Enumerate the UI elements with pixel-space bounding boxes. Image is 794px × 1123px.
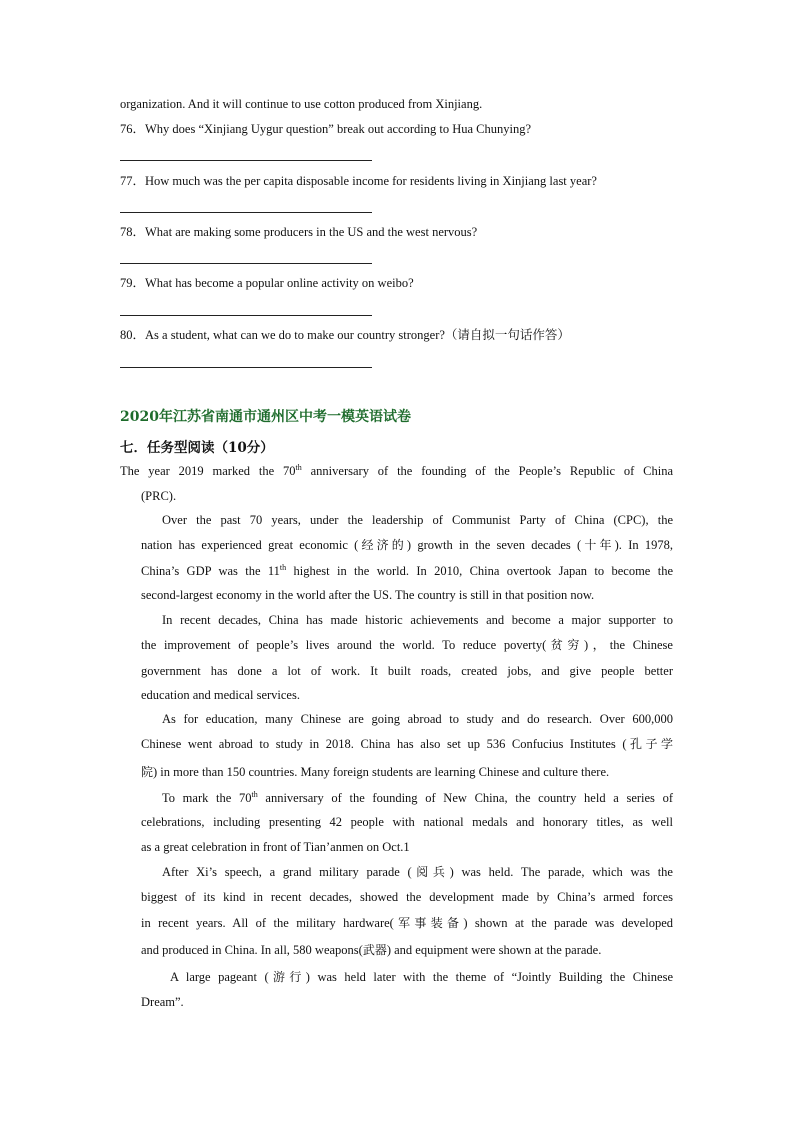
passage-line: in recent years. All of the military hardware(军事装备) shown at the parade was developed	[141, 916, 674, 930]
passage-line: As for education, many Chinese are going abroad to study and do research. Over 600,000	[162, 712, 673, 726]
question-78: 78．What are making some producers in the US and the west nervous?	[120, 225, 478, 239]
passage-line: education and medical services.	[141, 688, 300, 702]
exam-title: 2020年江苏省南通市通州区中考一模英语试卷	[120, 409, 411, 425]
passage-line: Over the past 70 years, under the leadership of Communist Party of China (CPC), the	[162, 513, 673, 527]
passage-line: In recent decades, China has made historic achievements and become a major supporter to	[162, 613, 673, 627]
answer-line-80[interactable]	[120, 367, 372, 368]
passage-line: (PRC).	[141, 489, 177, 503]
passage-line: China’s GDP was the 11th highest in the world. In 2010, China overtook Japan to become the	[141, 562, 673, 578]
answer-line-79[interactable]	[120, 315, 372, 316]
passage-line: as a great celebration in front of Tian’anmen on Oct.1	[141, 840, 410, 854]
passage-line: The year 2019 marked the 70th anniversary of the founding of the People’s Republic of China	[120, 462, 673, 478]
passage-line: nation has experienced great economic (经济的) growth in the seven decades (十年). In 1978,	[141, 538, 673, 552]
answer-line-78[interactable]	[120, 263, 372, 264]
passage-line: and produced in China. In all, 580 weapons(武器) and equipment were shown at the parade.	[141, 943, 602, 957]
answer-line-76[interactable]	[120, 160, 372, 161]
question-76: 76．Why does “Xinjiang Uygur question” break out according to Hua Chunying?	[120, 122, 532, 136]
passage-line: To mark the 70th anniversary of the founding of New China, the country held a series of	[162, 789, 674, 805]
passage-line: the improvement of people’s lives around the world. To reduce poverty(贫穷)，the Chinese	[141, 638, 673, 652]
passage-line: biggest of its kind in recent decades, showed the development made by China’s armed forces	[141, 890, 673, 904]
question-77: 77．How much was the per capita disposable income for residents living in Xinjiang last year?	[120, 174, 597, 188]
passage-line: government has done a lot of work. It built roads, created jobs, and give people better	[141, 664, 673, 678]
text-line: organization. And it will continue to use cotton produced from Xinjiang.	[120, 97, 483, 111]
passage-line: Chinese went abroad to study in 2018. China has also set up 536 Confucius Institutes (孔子学	[141, 737, 673, 751]
passage-line: A large pageant (游行) was held later with the theme of “Jointly Building the Chinese	[170, 970, 673, 984]
question-79: 79．What has become a popular online activity on weibo?	[120, 276, 414, 290]
passage-line: second-largest economy in the world after the US. The country is still in that position now.	[141, 588, 595, 602]
question-80: 80．As a student, what can we do to make our country stronger?（请自拟一句话作答）	[120, 328, 570, 342]
answer-line-77[interactable]	[120, 212, 372, 213]
passage-line: After Xi’s speech, a grand military parade (阅兵) was held. The parade, which was the	[162, 865, 673, 879]
passage-line: 院) in more than 150 countries. Many foreign students are learning Chinese and culture there.	[141, 765, 610, 779]
passage-line: Dream”.	[141, 995, 184, 1009]
section-title: 七．任务型阅读（10分）	[120, 440, 274, 456]
passage-line: celebrations, including presenting 42 people with national medals and honorary titles, as well	[141, 815, 673, 829]
